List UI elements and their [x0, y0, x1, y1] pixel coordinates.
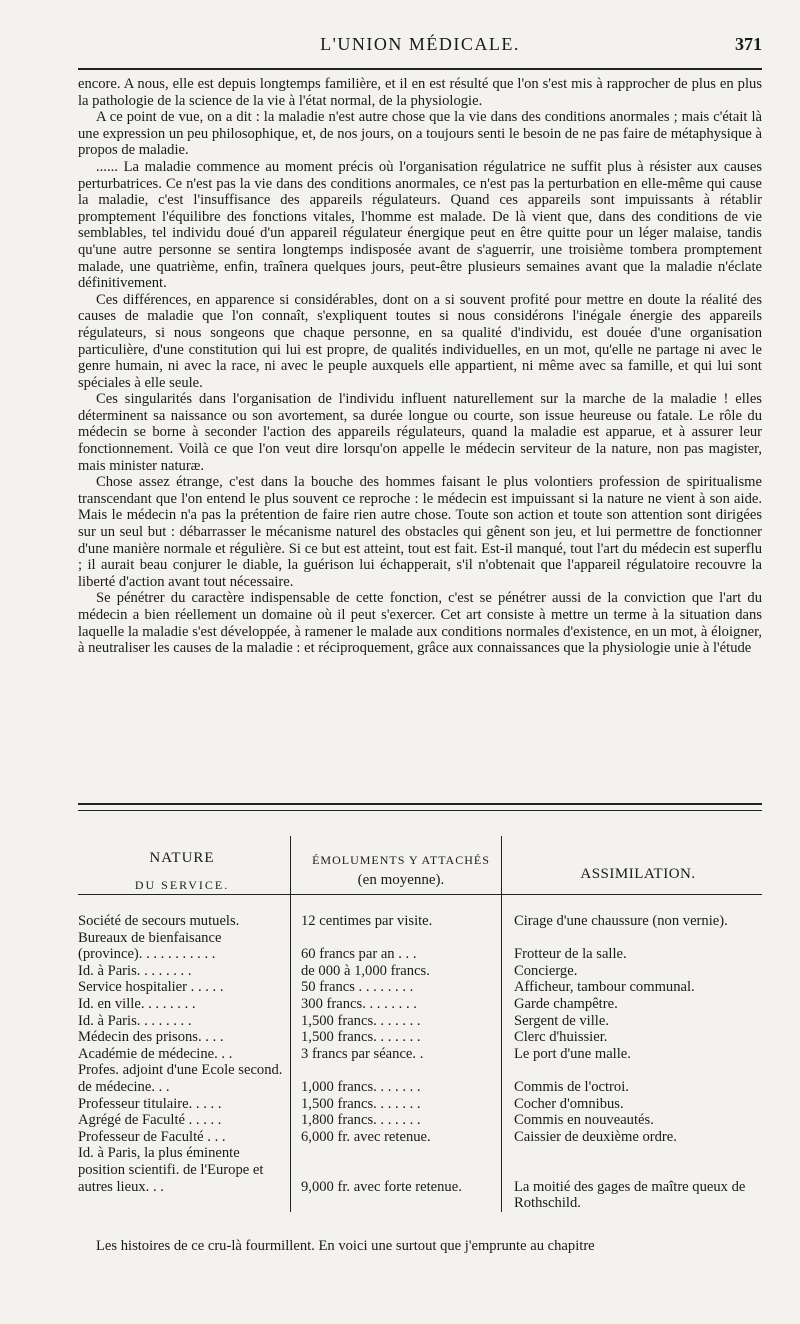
cell-assimilation: Commis en nouveautés. — [502, 1112, 763, 1129]
cell-nature: Id. en ville. . . . . . . . — [78, 995, 196, 1012]
cell-emoluments: 3 francs par séance. . — [291, 1046, 502, 1063]
closing-paragraph: Les histoires de ce cru-là fourmillent. En voici une surtout que j'emprunte au chapitre — [96, 1238, 595, 1254]
cell-emoluments: 1,500 francs. . . . . . . — [291, 1013, 502, 1030]
cell-emoluments: 1,800 francs. . . . . . . — [291, 1112, 502, 1129]
cell-emoluments: 50 francs . . . . . . . . — [291, 979, 502, 996]
table-row — [78, 1029, 762, 1046]
cell-nature: Académie de médecine. . . — [78, 1045, 233, 1062]
emoluments-table — [78, 836, 762, 1212]
paragraph: Ces singularités dans l'organisation de l'individu influent naturellement sur la marche de la maladie ! elles déterminent sa naissance ou son avortement, sa durée longue ou courte, son issue heureuse ou fatale. Le rôle du médecin se borne à seconder l'action des appareils régulateurs, quand la maladie est apparue, et à assurer leur fonctionnement. Voilà ce que l'on veut dire lorsqu'on appelle le médecin serviteur de la nature, non pas magister, mais minister naturæ. — [78, 391, 762, 474]
cell-nature: Agrégé de Faculté . . . . . — [78, 1112, 222, 1129]
table-row — [78, 1145, 762, 1211]
body-text — [78, 76, 762, 657]
cell-emoluments: 60 francs par an . . . — [291, 930, 502, 963]
header-rule — [78, 68, 762, 70]
cell-nature: Médecin des prisons. . . . — [78, 1029, 224, 1046]
paragraph: Ces différences, en apparence si considérables, dont on a si souvent profité pour mettre en doute la réalité des causes de maladie que l'on connaît, s'expliquent toutes si nous considérons l'inégale énergie des appareils régulateurs, si nous songeons que chaque personne, en sa qualité d'individu, est douée d'une organisation particulière, d'une constitution qui lui est propre, de qualités individuelles, en un mot, qu'elle ne partage ni avec le genre humain, ni avec la race, ni avec le peuple auxquels elle appartient, ni même avec sa famille, et qui lui sont spéciales à elle seule. — [78, 291, 762, 391]
cell-assimilation: Garde champêtre. — [502, 996, 763, 1013]
cell-emoluments: 12 centimes par visite. — [291, 913, 502, 930]
paragraph: Se pénétrer du caractère indispensable de cette fonction, c'est se pénétrer aussi de la conviction que l'art du médecin a bien réellement un domaine où il peut s'exercer. Cet art consiste à mettre un terme à la situation dans laquelle la maladie s'est développée, à ramener le malade aux conditions normales d'existence, en un mot, à éloigner, à neutraliser les causes de la maladie : et réciproquement, grâce aux connaissances que la physiologie unie à l'étude — [78, 590, 762, 657]
cell-emoluments: 6,000 fr. avec retenue. — [291, 1129, 502, 1146]
table-row — [78, 996, 762, 1013]
cell-nature: Id. à Paris, la plus éminente position scientifi. de l'Europe et autres lieux. . . — [78, 1145, 264, 1195]
cell-assimilation: La moitié des gages de maître queux de Rothschild. — [502, 1145, 763, 1211]
table-row — [78, 930, 762, 963]
section-divider — [78, 803, 762, 811]
cell-nature: Bureaux de bienfaisance (province). . . . . . . . . . . — [78, 929, 222, 963]
cell-emoluments: 9,000 fr. avec forte retenue. — [291, 1145, 502, 1211]
cell-emoluments: 300 francs. . . . . . . . — [291, 996, 502, 1013]
table-header-row — [78, 836, 762, 895]
column-header-assimilation: ASSIMILATION. — [502, 836, 763, 895]
cell-nature: Service hospitalier . . . . . — [78, 979, 224, 996]
column-header-emoluments: ÉMOLUMENTS Y ATTACHÉS (en moyenne). — [291, 836, 502, 895]
cell-nature: Id. à Paris. . . . . . . . — [78, 1012, 192, 1029]
table-row — [78, 1112, 762, 1129]
cell-emoluments: de 000 à 1,000 francs. — [291, 963, 502, 980]
table-row — [78, 979, 762, 996]
cell-assimilation: Clerc d'huissier. — [502, 1029, 763, 1046]
cell-assimilation: Cirage d'une chaussure (non vernie). — [502, 913, 763, 930]
cell-nature: Profes. adjoint d'une Ecole second. de médecine. . . — [78, 1062, 283, 1095]
cell-assimilation: Sergent de ville. — [502, 1013, 763, 1030]
cell-assimilation: Le port d'une malle. — [502, 1046, 763, 1063]
table-body — [78, 895, 762, 1212]
running-title: L'UNION MÉDICALE. — [320, 34, 520, 54]
paragraph: Chose assez étrange, c'est dans la bouche des hommes faisant le plus volontiers profession de spiritualisme transcendant que l'on entend le plus souvent ce reproche : le médecin est impuissant si la nature ne vient à son aide. Mais le médecin n'a pas la prétention de faire rien autre chose. Toute son action et toute son attention sont dirigées sur un seul but : débarrasser le mécanisme naturel des obstacles qui gênent son jeu, et lui permettre de fonctionner d'une manière normale et régulière. Si ce but est atteint, tout est fait. Est-il manqué, tout l'art du médecin est superflu ; il aurait beau conjurer le diable, la guérison lui échapperait, s'il n'obtenait que l'appareil régulatoire recouvre la liberté d'action avant tout nécessaire. — [78, 474, 762, 590]
cell-emoluments: 1,500 francs. . . . . . . — [291, 1029, 502, 1046]
cell-emoluments: 1,500 francs. . . . . . . — [291, 1096, 502, 1113]
table-row — [78, 1046, 762, 1063]
cell-assimilation: Concierge. — [502, 963, 763, 980]
table-row — [78, 913, 762, 930]
table-row — [78, 963, 762, 980]
cell-nature: Professeur titulaire. . . . . — [78, 1095, 222, 1112]
table-row — [78, 1013, 762, 1030]
page-number: 371 — [735, 34, 762, 54]
cell-emoluments: 1,000 francs. . . . . . . — [291, 1062, 502, 1095]
cell-nature: Professeur de Faculté . . . — [78, 1128, 226, 1145]
emoluments-table-wrap — [78, 836, 762, 1234]
cell-assimilation: Cocher d'omnibus. — [502, 1096, 763, 1113]
cell-nature: Société de secours mutuels. — [78, 913, 240, 929]
cell-assimilation: Afficheur, tambour communal. — [502, 979, 763, 996]
page-header — [78, 34, 762, 60]
table-row — [78, 1129, 762, 1146]
paragraph: A ce point de vue, on a dit : la maladie n'est autre chose que la vie dans des conditions anormales ; mais c'était là une expression un peu philosophique, et, de nos jours, on a toujours senti le besoin de ne pas faire de métaphysique à propos de maladie. — [78, 109, 762, 159]
cell-nature: Id. à Paris. . . . . . . . — [78, 962, 192, 979]
paragraph: ...... La maladie commence au moment précis où l'organisation régulatrice ne suffit plus à résister aux causes perturbatrices. Ce n'est pas la vie dans des conditions anormales, ce n'est pas la perturbation en elle-même qui cause la maladie, c'est l'insuffisance des appareils régulateurs. Quand ces appareils sont impuissants à rétablir promptement l'équilibre des fonctions vitales, l'homme est malade. De là vient que, dans des conditions de vie semblables, tel individu doué d'un appareil régulateur énergique peut en être quitte pour un léger malaise, tandis qu'une autre personne se sentira longtemps indisposée avant de s'aguerrir, une troisième tombera promptement malade, une quatrième, enfin, traînera quelques jours, peut-être plusieurs semaines avant que la maladie n'éclate définitivement. — [78, 158, 762, 292]
table-spacer — [78, 895, 762, 914]
cell-assimilation: Caissier de deuxième ordre. — [502, 1129, 763, 1146]
table-row — [78, 1062, 762, 1095]
column-header-nature: NATURE DU SERVICE. — [78, 836, 291, 895]
paragraph: encore. A nous, elle est depuis longtemps familière, et il en est résulté que l'on s'est mis à rapprocher de plus en plus la pathologie de la science de la vie à l'état normal, de la physiologie. — [78, 76, 762, 109]
table-row — [78, 1096, 762, 1113]
cell-assimilation: Frotteur de la salle. — [502, 930, 763, 963]
cell-assimilation: Commis de l'octroi. — [502, 1062, 763, 1095]
